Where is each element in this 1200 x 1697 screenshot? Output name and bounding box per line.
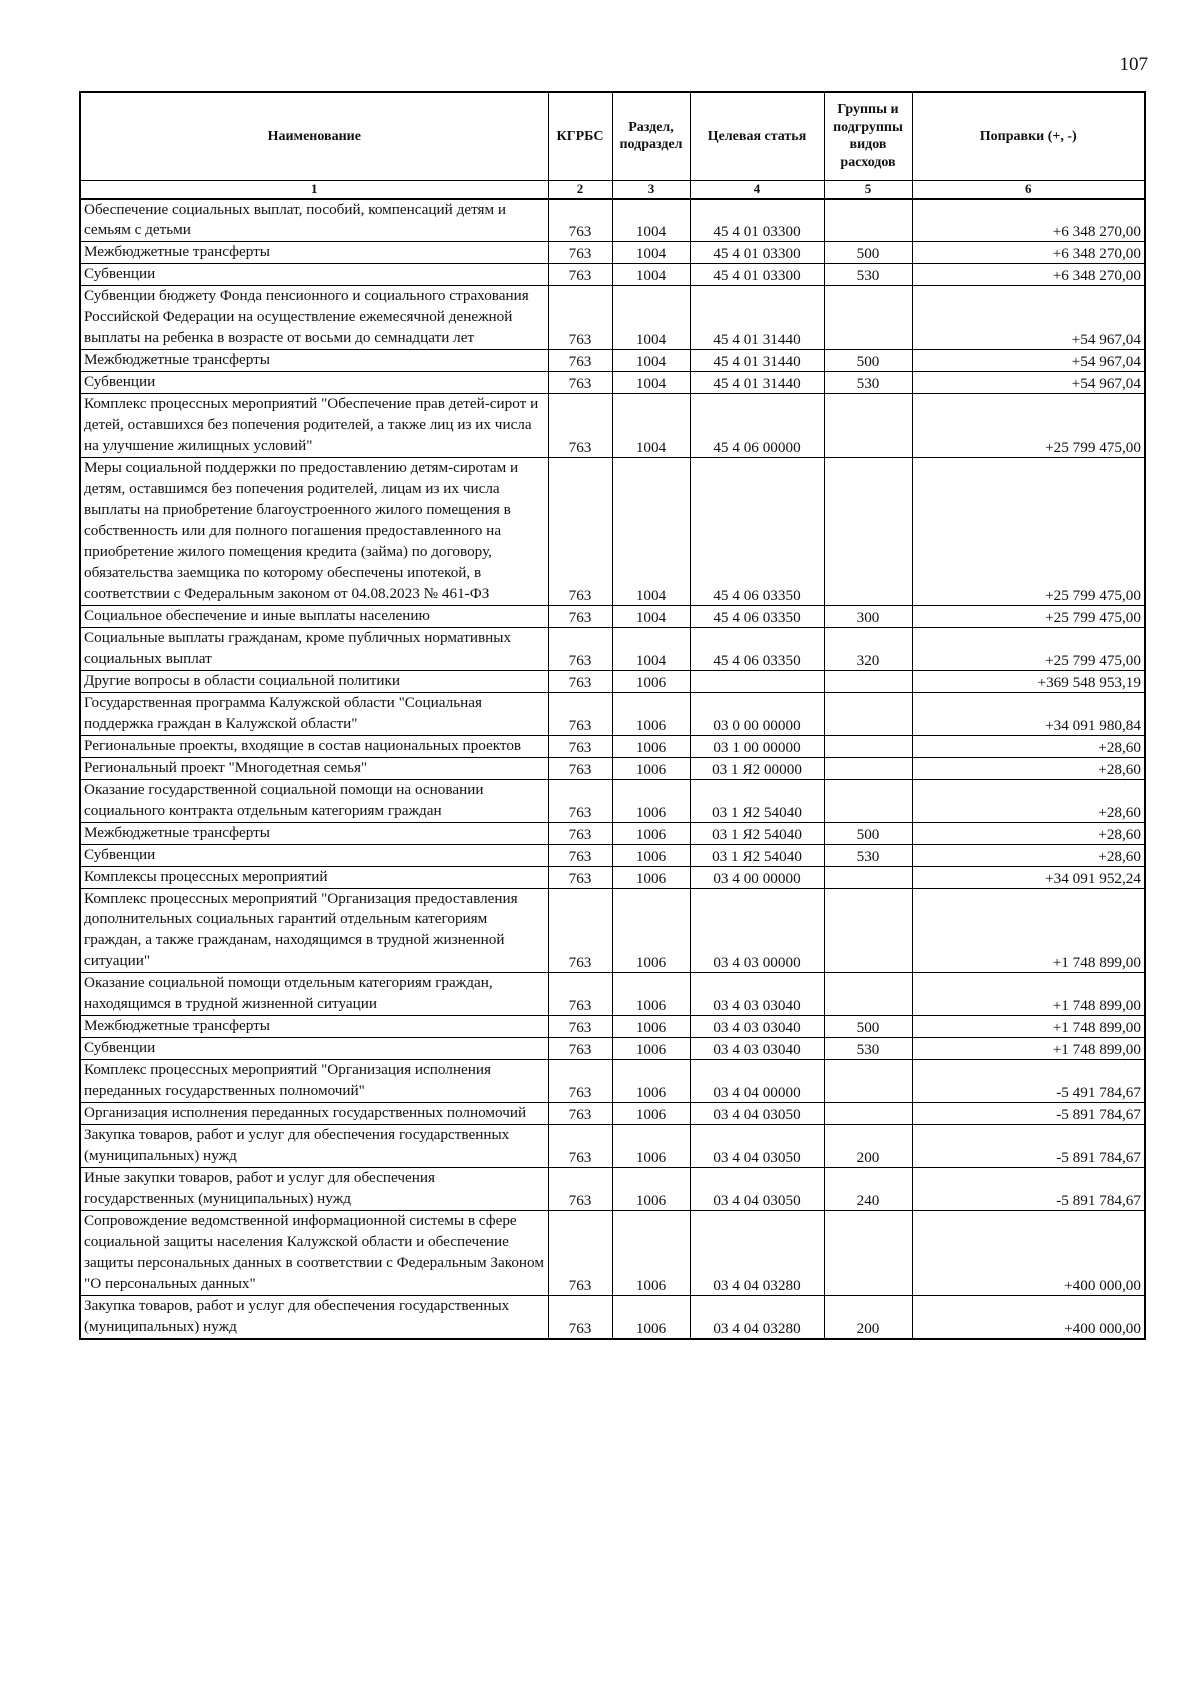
- row-target-article: 03 4 03 03040: [690, 1038, 824, 1060]
- table-row: [80, 627, 1145, 670]
- row-kgrbs: 763: [548, 394, 612, 458]
- row-amount: -5 891 784,67: [912, 1168, 1145, 1211]
- row-kgrbs: 763: [548, 1295, 612, 1338]
- row-section: 1006: [612, 866, 690, 888]
- row-name: Межбюджетные трансферты: [80, 242, 548, 264]
- row-amount: +369 548 953,19: [912, 670, 1145, 692]
- row-name: Иные закупки товаров, работ и услуг для обеспечения государственных (муниципальных) нужд: [80, 1168, 548, 1211]
- row-target-article: 03 1 00 00000: [690, 735, 824, 757]
- header-amount: Поправки (+, -): [912, 92, 1145, 180]
- row-section: 1006: [612, 1038, 690, 1060]
- column-number: 2: [548, 180, 612, 199]
- row-section: 1004: [612, 286, 690, 350]
- row-kgrbs: 763: [548, 1060, 612, 1103]
- row-amount: -5 891 784,67: [912, 1125, 1145, 1168]
- row-kgrbs: 763: [548, 844, 612, 866]
- row-name: Комплекс процессных мероприятий "Организация предоставления дополнительных социальных гарантий отдельным категориям граждан, а также гражданам, находящимся в трудной жизненной ситуации": [80, 888, 548, 973]
- row-name: Региональные проекты, входящие в состав национальных проектов: [80, 735, 548, 757]
- row-name: Социальное обеспечение и иные выплаты населению: [80, 605, 548, 627]
- row-amount: +28,60: [912, 757, 1145, 779]
- row-section: 1006: [612, 757, 690, 779]
- row-target-article: 45 4 01 03300: [690, 264, 824, 286]
- row-amount: +28,60: [912, 779, 1145, 822]
- row-expense-group: 300: [824, 605, 912, 627]
- row-kgrbs: 763: [548, 888, 612, 973]
- row-amount: +54 967,04: [912, 372, 1145, 394]
- row-name: Другие вопросы в области социальной политики: [80, 670, 548, 692]
- row-amount: +1 748 899,00: [912, 973, 1145, 1016]
- row-section: 1006: [612, 888, 690, 973]
- row-target-article: 03 1 Я2 54040: [690, 822, 824, 844]
- table-row: [80, 822, 1145, 844]
- table-row: [80, 779, 1145, 822]
- row-amount: +34 091 980,84: [912, 692, 1145, 735]
- row-name: Субвенции бюджету Фонда пенсионного и социального страхования Российской Федерации на осуществление ежемесячной денежной выплаты на ребенка в возрасте от восьми до семнадцати лет: [80, 286, 548, 350]
- row-name: Субвенции: [80, 372, 548, 394]
- row-name: Оказание социальной помощи отдельным категориям граждан, находящимся в трудной жизненной ситуации: [80, 973, 548, 1016]
- table-row: [80, 888, 1145, 973]
- row-target-article: 03 0 00 00000: [690, 692, 824, 735]
- row-expense-group: 530: [824, 264, 912, 286]
- table-row: [80, 242, 1145, 264]
- row-amount: +25 799 475,00: [912, 605, 1145, 627]
- header-kgrbs: КГРБС: [548, 92, 612, 180]
- table-row: [80, 866, 1145, 888]
- row-kgrbs: 763: [548, 605, 612, 627]
- row-section: 1006: [612, 779, 690, 822]
- row-kgrbs: 763: [548, 779, 612, 822]
- row-target-article: 03 1 Я2 54040: [690, 844, 824, 866]
- header-target: Целевая статья: [690, 92, 824, 180]
- row-expense-group: 500: [824, 350, 912, 372]
- row-amount: +28,60: [912, 822, 1145, 844]
- row-expense-group: [824, 866, 912, 888]
- row-kgrbs: 763: [548, 866, 612, 888]
- table-row: [80, 350, 1145, 372]
- row-name: Социальные выплаты гражданам, кроме публичных нормативных социальных выплат: [80, 627, 548, 670]
- row-expense-group: [824, 394, 912, 458]
- row-amount: +54 967,04: [912, 350, 1145, 372]
- row-expense-group: [824, 458, 912, 606]
- row-section: 1006: [612, 844, 690, 866]
- row-kgrbs: 763: [548, 1211, 612, 1296]
- row-expense-group: [824, 286, 912, 350]
- column-number: 5: [824, 180, 912, 199]
- row-name: Оказание государственной социальной помощи на основании социального контракта отдельным категориям граждан: [80, 779, 548, 822]
- row-section: 1004: [612, 627, 690, 670]
- row-section: 1004: [612, 605, 690, 627]
- row-amount: +400 000,00: [912, 1295, 1145, 1338]
- row-expense-group: [824, 1211, 912, 1296]
- row-name: Межбюджетные трансферты: [80, 822, 548, 844]
- row-section: 1006: [612, 1060, 690, 1103]
- row-expense-group: 200: [824, 1295, 912, 1338]
- row-expense-group: [824, 692, 912, 735]
- row-section: 1006: [612, 670, 690, 692]
- row-target-article: 45 4 06 03350: [690, 605, 824, 627]
- row-target-article: 03 4 03 03040: [690, 973, 824, 1016]
- row-kgrbs: 763: [548, 1016, 612, 1038]
- row-kgrbs: 763: [548, 350, 612, 372]
- row-name: Меры социальной поддержки по предоставлению детям-сиротам и детям, оставшимся без попечения родителей, лицам из их числа выплаты на приобретение благоустроенного жилого помещения в собственность или для полного погашения предоставленного на приобретение жилого помещения кредита (займа) по договору, обязательства заемщика по которому обеспечены ипотекой, в соответствии с Федеральным законом от 04.08.2023 № 461-ФЗ: [80, 458, 548, 606]
- table-row: [80, 394, 1145, 458]
- row-target-article: 45 4 06 03350: [690, 458, 824, 606]
- header-section: Раздел, подраздел: [612, 92, 690, 180]
- column-number: 3: [612, 180, 690, 199]
- row-expense-group: [824, 670, 912, 692]
- row-kgrbs: 763: [548, 458, 612, 606]
- page-number: 107: [1119, 54, 1148, 75]
- table-row: [80, 1211, 1145, 1296]
- table-row: [80, 1060, 1145, 1103]
- table-row: [80, 458, 1145, 606]
- row-section: 1004: [612, 264, 690, 286]
- row-amount: -5 491 784,67: [912, 1060, 1145, 1103]
- row-section: 1004: [612, 372, 690, 394]
- row-expense-group: [824, 1060, 912, 1103]
- row-kgrbs: 763: [548, 973, 612, 1016]
- row-kgrbs: 763: [548, 1038, 612, 1060]
- row-expense-group: 500: [824, 242, 912, 264]
- row-target-article: 03 4 04 03050: [690, 1103, 824, 1125]
- table-row: [80, 692, 1145, 735]
- table-row: [80, 1125, 1145, 1168]
- row-section: 1006: [612, 692, 690, 735]
- table-row: [80, 670, 1145, 692]
- row-target-article: 45 4 06 00000: [690, 394, 824, 458]
- budget-amendments-table: [79, 91, 1146, 1340]
- row-section: 1006: [612, 822, 690, 844]
- row-target-article: 03 4 00 00000: [690, 866, 824, 888]
- row-name: Государственная программа Калужской области "Социальная поддержка граждан в Калужской области": [80, 692, 548, 735]
- row-kgrbs: 763: [548, 264, 612, 286]
- row-name: Комплекс процессных мероприятий "Обеспечение прав детей-сирот и детей, оставшихся без попечения родителей, а также лиц из их числа на улучшение жилищных условий": [80, 394, 548, 458]
- row-name: Комплексы процессных мероприятий: [80, 866, 548, 888]
- row-target-article: 03 4 04 03280: [690, 1211, 824, 1296]
- row-expense-group: 320: [824, 627, 912, 670]
- row-expense-group: [824, 199, 912, 242]
- row-section: 1006: [612, 1168, 690, 1211]
- row-name: Сопровождение ведомственной информационной системы в сфере социальной защиты населения Калужской области и обеспечение защиты персональных данных в соответствии с Федеральным Законом "О персональных данных": [80, 1211, 548, 1296]
- row-kgrbs: 763: [548, 372, 612, 394]
- row-amount: +34 091 952,24: [912, 866, 1145, 888]
- column-number: 6: [912, 180, 1145, 199]
- row-name: Субвенции: [80, 844, 548, 866]
- table-row: [80, 1168, 1145, 1211]
- header-group: Группы и подгруппы видов расходов: [824, 92, 912, 180]
- row-kgrbs: 763: [548, 822, 612, 844]
- row-expense-group: [824, 973, 912, 1016]
- row-kgrbs: 763: [548, 1125, 612, 1168]
- row-name: Субвенции: [80, 264, 548, 286]
- row-expense-group: [824, 779, 912, 822]
- row-section: 1006: [612, 973, 690, 1016]
- row-expense-group: [824, 757, 912, 779]
- row-name: Субвенции: [80, 1038, 548, 1060]
- row-target-article: 03 4 04 03050: [690, 1125, 824, 1168]
- row-amount: +6 348 270,00: [912, 199, 1145, 242]
- row-kgrbs: 763: [548, 757, 612, 779]
- row-name: Закупка товаров, работ и услуг для обеспечения государственных (муниципальных) нужд: [80, 1295, 548, 1338]
- row-name: Организация исполнения переданных государственных полномочий: [80, 1103, 548, 1125]
- row-section: 1004: [612, 458, 690, 606]
- row-kgrbs: 763: [548, 1103, 612, 1125]
- row-amount: +25 799 475,00: [912, 394, 1145, 458]
- row-amount: +28,60: [912, 844, 1145, 866]
- row-section: 1004: [612, 242, 690, 264]
- row-section: 1004: [612, 350, 690, 372]
- table-header-row: [80, 92, 1145, 180]
- row-target-article: 45 4 01 03300: [690, 242, 824, 264]
- row-kgrbs: 763: [548, 242, 612, 264]
- row-amount: +28,60: [912, 735, 1145, 757]
- table-row: [80, 199, 1145, 242]
- row-target-article: 03 4 04 03050: [690, 1168, 824, 1211]
- row-amount: +6 348 270,00: [912, 242, 1145, 264]
- table-row: [80, 1295, 1145, 1338]
- row-section: 1006: [612, 1103, 690, 1125]
- row-target-article: 45 4 06 03350: [690, 627, 824, 670]
- column-number: 4: [690, 180, 824, 199]
- row-expense-group: 530: [824, 844, 912, 866]
- row-name: Обеспечение социальных выплат, пособий, компенсаций детям и семьям с детьми: [80, 199, 548, 242]
- row-section: 1004: [612, 394, 690, 458]
- table-row: [80, 1103, 1145, 1125]
- table-row: [80, 844, 1145, 866]
- row-amount: +1 748 899,00: [912, 888, 1145, 973]
- row-target-article: 03 4 03 00000: [690, 888, 824, 973]
- table-row: [80, 973, 1145, 1016]
- row-expense-group: 500: [824, 822, 912, 844]
- row-section: 1006: [612, 735, 690, 757]
- table-row: [80, 605, 1145, 627]
- row-amount: +54 967,04: [912, 286, 1145, 350]
- row-target-article: 03 1 Я2 00000: [690, 757, 824, 779]
- column-number-row: [80, 180, 1145, 199]
- row-amount: +400 000,00: [912, 1211, 1145, 1296]
- table-row: [80, 735, 1145, 757]
- row-kgrbs: 763: [548, 735, 612, 757]
- row-expense-group: [824, 1103, 912, 1125]
- header-name: Наименование: [80, 92, 548, 180]
- row-name: Межбюджетные трансферты: [80, 350, 548, 372]
- row-amount: -5 891 784,67: [912, 1103, 1145, 1125]
- row-expense-group: 530: [824, 1038, 912, 1060]
- row-amount: +25 799 475,00: [912, 458, 1145, 606]
- table-row: [80, 757, 1145, 779]
- row-section: 1004: [612, 199, 690, 242]
- row-name: Закупка товаров, работ и услуг для обеспечения государственных (муниципальных) нужд: [80, 1125, 548, 1168]
- row-kgrbs: 763: [548, 199, 612, 242]
- row-target-article: 45 4 01 03300: [690, 199, 824, 242]
- row-expense-group: [824, 735, 912, 757]
- row-target-article: 45 4 01 31440: [690, 286, 824, 350]
- table-row: [80, 1016, 1145, 1038]
- row-kgrbs: 763: [548, 1168, 612, 1211]
- row-expense-group: [824, 888, 912, 973]
- table-row: [80, 1038, 1145, 1060]
- row-target-article: [690, 670, 824, 692]
- row-kgrbs: 763: [548, 286, 612, 350]
- row-section: 1006: [612, 1295, 690, 1338]
- row-amount: +1 748 899,00: [912, 1016, 1145, 1038]
- row-name: Межбюджетные трансферты: [80, 1016, 548, 1038]
- row-name: Комплекс процессных мероприятий "Организация исполнения переданных государственных полномочий": [80, 1060, 548, 1103]
- row-expense-group: 240: [824, 1168, 912, 1211]
- row-kgrbs: 763: [548, 670, 612, 692]
- row-amount: +25 799 475,00: [912, 627, 1145, 670]
- row-target-article: 03 4 04 03280: [690, 1295, 824, 1338]
- row-target-article: 45 4 01 31440: [690, 372, 824, 394]
- row-expense-group: 530: [824, 372, 912, 394]
- row-kgrbs: 763: [548, 692, 612, 735]
- row-target-article: 03 4 03 03040: [690, 1016, 824, 1038]
- row-expense-group: 200: [824, 1125, 912, 1168]
- row-name: Региональный проект "Многодетная семья": [80, 757, 548, 779]
- row-amount: +6 348 270,00: [912, 264, 1145, 286]
- row-kgrbs: 763: [548, 627, 612, 670]
- row-section: 1006: [612, 1211, 690, 1296]
- row-section: 1006: [612, 1016, 690, 1038]
- row-target-article: 03 4 04 00000: [690, 1060, 824, 1103]
- row-section: 1006: [612, 1125, 690, 1168]
- table-row: [80, 264, 1145, 286]
- row-target-article: 03 1 Я2 54040: [690, 779, 824, 822]
- row-target-article: 45 4 01 31440: [690, 350, 824, 372]
- column-number: 1: [80, 180, 548, 199]
- table-row: [80, 372, 1145, 394]
- row-expense-group: 500: [824, 1016, 912, 1038]
- table-row: [80, 286, 1145, 350]
- row-amount: +1 748 899,00: [912, 1038, 1145, 1060]
